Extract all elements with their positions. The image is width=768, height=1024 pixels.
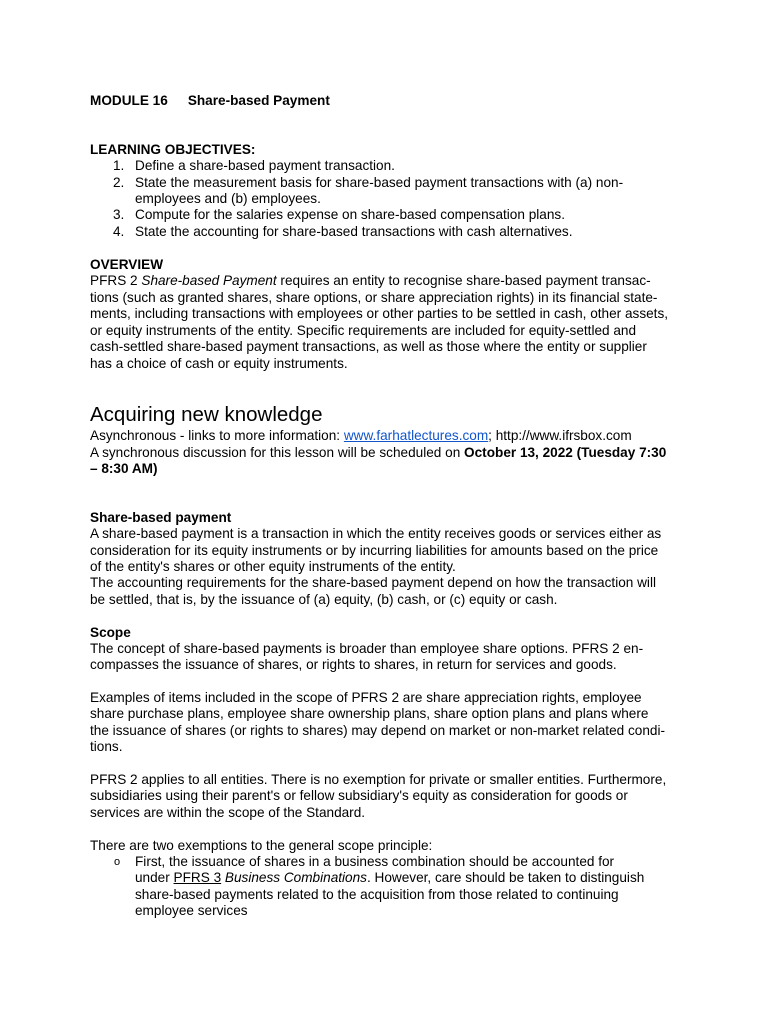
paragraph-line: tions. — [90, 739, 123, 754]
sync-info — [90, 445, 666, 461]
bullet-text: . However, care should be taken to distinguish — [366, 870, 645, 885]
objective-item: Define a share-based payment transaction. — [135, 158, 395, 173]
sync-date: October 13, 2022 (Tuesday 7:30 — [464, 445, 667, 460]
standard-title: Share-based Payment — [141, 273, 277, 288]
objectives-heading: LEARNING OBJECTIVES: — [90, 142, 256, 157]
objective-number: 1. — [113, 158, 125, 173]
paragraph-line: be settled, that is, by the issuance of (a) equity, (b) cash, or (c) equity or cash. — [90, 592, 558, 607]
overview-line: ments, including transactions with employees or other parties to be settled in cash, other assets, — [90, 306, 669, 321]
pfrs3-reference: PFRS 3 — [173, 870, 222, 885]
overview-text: requires an entity to recognise share-based payment transac- — [276, 273, 651, 288]
paragraph-line: There are two exemptions to the general scope principle: — [90, 838, 433, 853]
module-title — [90, 93, 330, 109]
standard-title: Business Combinations — [224, 870, 367, 885]
objective-item-continued: employees and (b) employees. — [135, 191, 321, 206]
overview-line: tions (such as granted shares, share options, or share appreciation rights) in its financial state- — [90, 290, 658, 305]
paragraph-line: compasses the issuance of shares, or rights to shares, in return for services and goods. — [90, 657, 617, 672]
bullet-line: First, the issuance of shares in a business combination should be accounted for — [135, 854, 615, 869]
async-text: ; http://www.ifrsbox.com — [488, 428, 632, 443]
objective-number: 2. — [113, 175, 125, 190]
module-label: MODULE 16 — [90, 93, 168, 108]
paragraph-line: consideration for its equity instruments or by incurring liabilities for amounts based on the price — [90, 543, 659, 558]
bullet-line: share-based payments related to the acquisition from those related to continuing — [135, 887, 619, 902]
paragraph-line: PFRS 2 applies to all entities. There is no exemption for private or smaller entities. Furthermore, — [90, 772, 667, 787]
objective-item: State the measurement basis for share-based payment transactions with (a) non- — [135, 175, 624, 190]
overview-text: PFRS 2 — [90, 273, 142, 288]
overview-line: or equity instruments of the entity. Specific requirements are included for equity-settled and — [90, 323, 637, 338]
overview-line — [90, 273, 651, 289]
async-info — [90, 428, 632, 444]
section-heading: Acquiring new knowledge — [90, 403, 323, 426]
paragraph-line: Examples of items included in the scope of PFRS 2 are share appreciation rights, employee — [90, 690, 642, 705]
paragraph-line: subsidiaries using their parent's or fellow subsidiary's equity as consideration for goods or — [90, 788, 628, 803]
paragraph-line: services are within the scope of the Standard. — [90, 805, 366, 820]
bullet-line — [135, 870, 644, 886]
objective-item: Compute for the salaries expense on share-based compensation plans. — [135, 207, 565, 222]
paragraph-line: share purchase plans, employee share ownership plans, share option plans and plans where — [90, 706, 649, 721]
paragraph-line: A share-based payment is a transaction in which the entity receives goods or services either as — [90, 526, 662, 541]
async-text: Asynchronous - links to more information: — [90, 428, 344, 443]
share-based-heading: Share-based payment — [90, 510, 232, 525]
objective-number: 3. — [113, 207, 125, 222]
module-name: Share-based Payment — [187, 93, 330, 108]
objective-number: 4. — [113, 224, 125, 239]
farhatlectures-link[interactable]: www.farhatlectures.com — [343, 428, 489, 443]
paragraph-line: of the entity's shares or other equity instruments of the entity. — [90, 559, 456, 574]
scope-heading: Scope — [90, 625, 131, 640]
objective-item: State the accounting for share-based transactions with cash alternatives. — [135, 224, 573, 239]
sync-text: A synchronous discussion for this lesson will be scheduled on — [90, 445, 465, 460]
bullet-line: employee services — [135, 903, 248, 918]
overview-line: cash-settled share-based payment transactions, as well as those where the entity or supplier — [90, 339, 647, 354]
overview-line: has a choice of cash or equity instruments. — [90, 356, 348, 371]
sync-time: – 8:30 AM) — [90, 461, 158, 476]
bullet-text: under — [135, 870, 174, 885]
paragraph-line: The accounting requirements for the share-based payment depend on how the transaction will — [90, 575, 656, 590]
bullet-marker: o — [114, 856, 121, 868]
overview-heading: OVERVIEW — [90, 257, 164, 272]
paragraph-line: The concept of share-based payments is broader than employee share options. PFRS 2 en- — [90, 641, 644, 656]
paragraph-line: the issuance of shares (or rights to shares) may depend on market or non-market related condi- — [90, 723, 665, 738]
